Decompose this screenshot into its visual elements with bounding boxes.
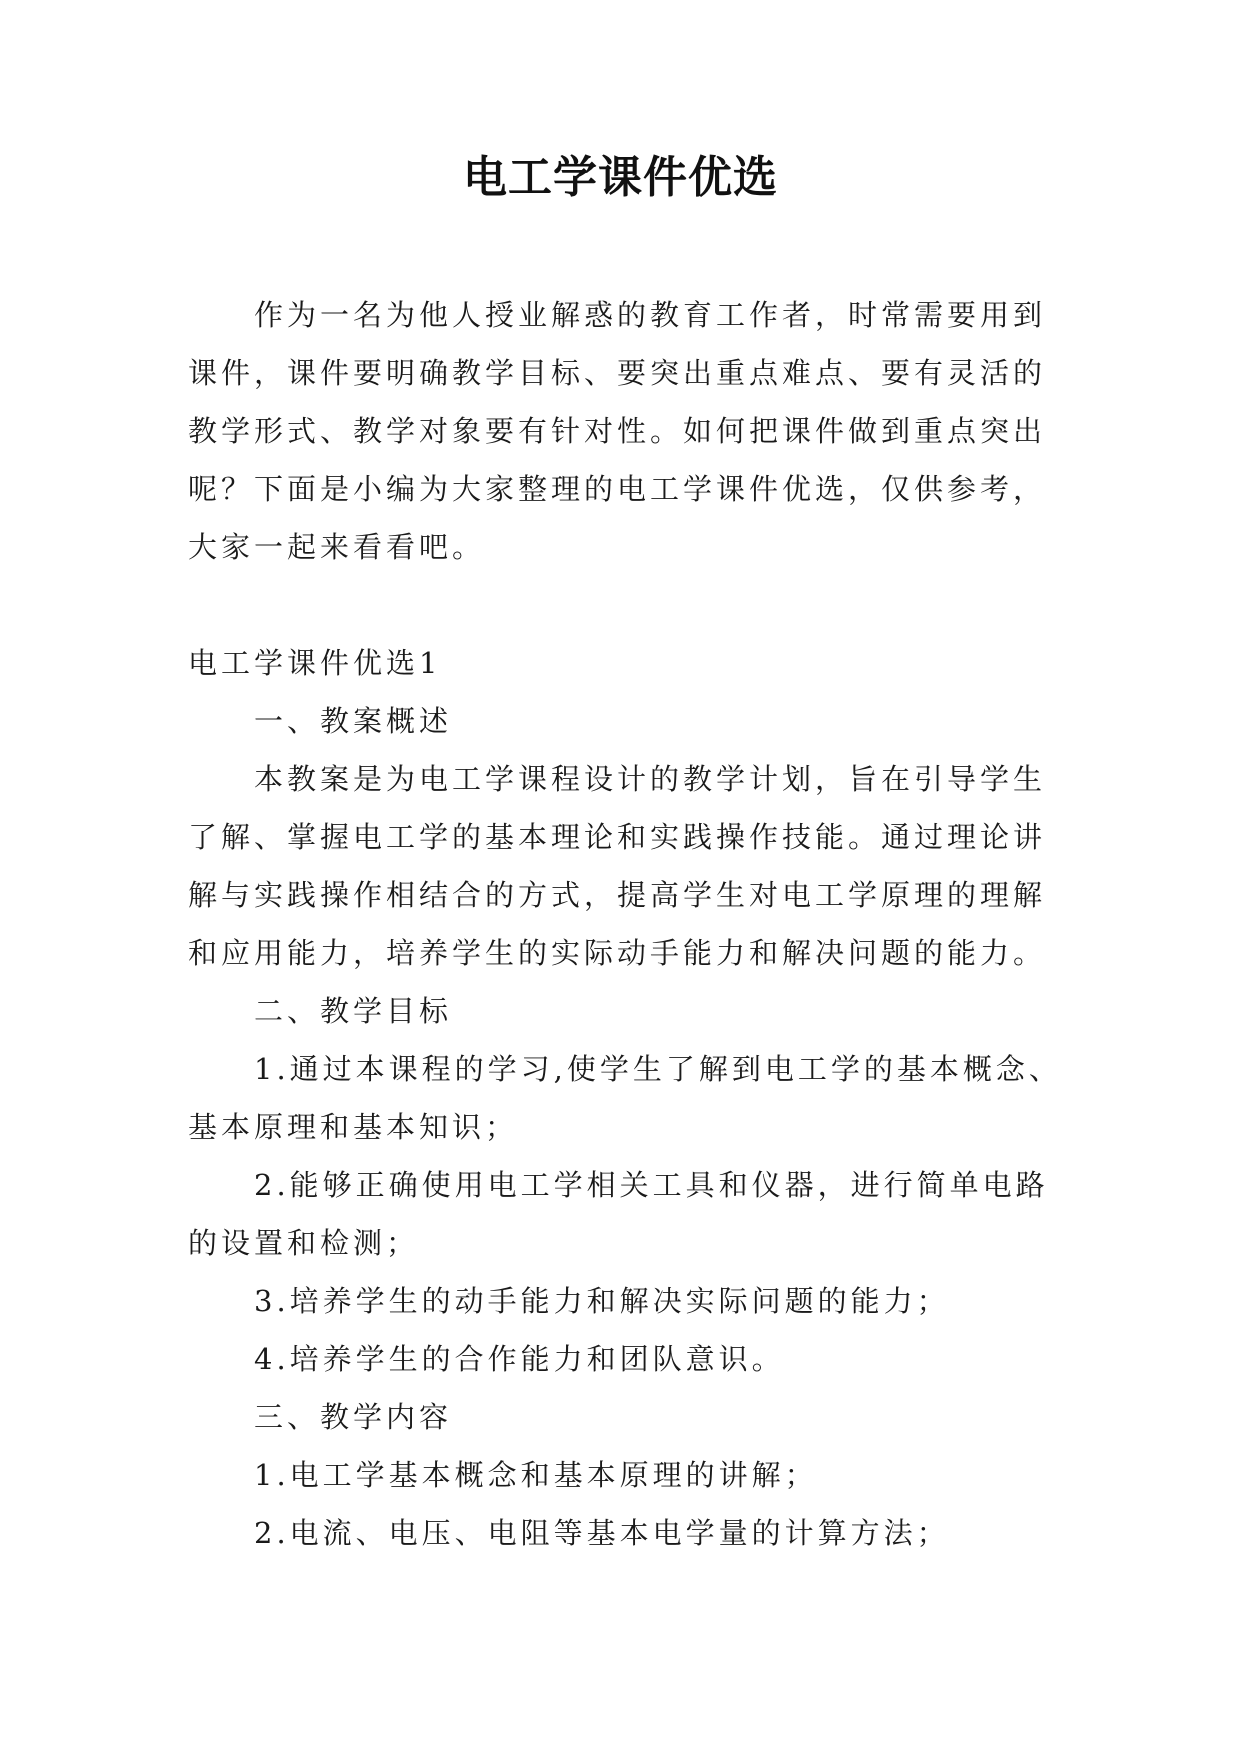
content-heading: 三、教学内容 <box>254 1400 453 1434</box>
goal-item: 2.能够正确使用电工学相关工具和仪器，进行简单电路的设置和检测； <box>188 1168 1049 1260</box>
overview-paragraph: 本教案是为电工学课程设计的教学计划，旨在引导学生了解、掌握电工学的基本理论和实践操作技能。通过理论讲解与实践操作相结合的方式，提高学生对电工学原理的理解和应用能力，培养学生的实际动手能力和解决问题的能力。 <box>188 762 1047 970</box>
goal-item: 4.培养学生的合作能力和团队意识。 <box>254 1342 785 1376</box>
intro-paragraph: 作为一名为他人授业解惑的教育工作者，时常需要用到课件，课件要明确教学目标、要突出重点难点、要有灵活的教学形式、教学对象要有针对性。如何把课件做到重点突出呢？下面是小编为大家整理的电工学课件优选，仅供参考，大家一起来看看吧。 <box>188 298 1047 564</box>
overview-heading: 一、教案概述 <box>254 704 453 738</box>
content-item: 1.电工学基本概念和基本原理的讲解； <box>254 1458 818 1492</box>
section-heading: 电工学课件优选1 <box>188 646 442 680</box>
document-title: 电工学课件优选 <box>463 152 778 203</box>
goal-item: 1.通过本课程的学习,使学生了解到电工学的基本概念、基本原理和基本知识； <box>188 1052 1062 1144</box>
goal-item: 3.培养学生的动手能力和解决实际问题的能力； <box>254 1284 950 1318</box>
content-item: 2.电流、电压、电阻等基本电学量的计算方法； <box>254 1516 950 1550</box>
goals-heading: 二、教学目标 <box>254 994 453 1028</box>
document-body <box>188 286 1068 1562</box>
paragraph-spacer <box>188 576 1068 634</box>
